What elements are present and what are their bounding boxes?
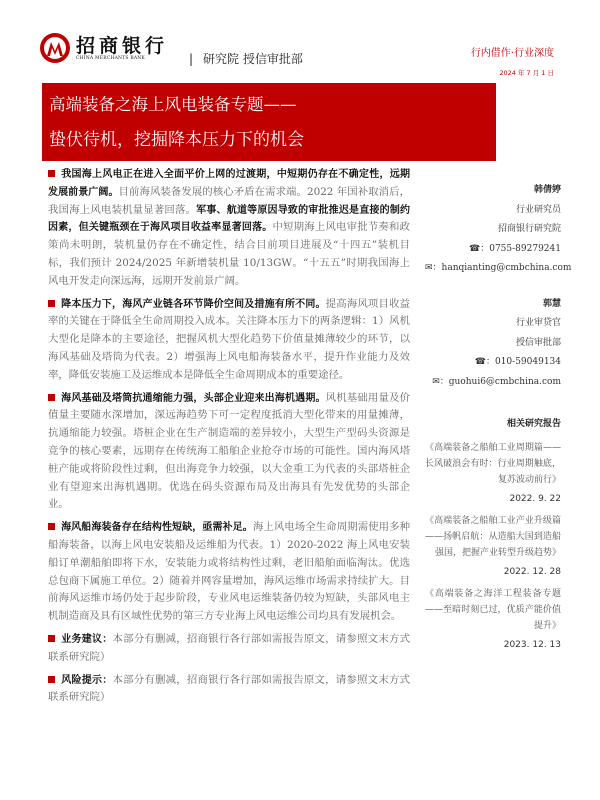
department — [189, 50, 303, 67]
related-reports — [425, 414, 561, 659]
paragraph-lead: 业务建议： — [61, 633, 113, 645]
bullet-icon — [48, 394, 55, 401]
paragraph-text: 提高海风项目收益率的关键在于降低全生命周期投入成本。关注降本压力下的两条逻辑：1）风机大型化是降本的主要途径，把握风机大型化趋势下价值量摊薄较少的环节，以海风基础及塔筒为代表。2）增强海上风电船海装备水平，提升作业能力及效率，降低安装施工及运维成本是降低全生命周期成本的重要途径。 — [48, 297, 411, 381]
title-banner — [42, 83, 496, 161]
analyst-name: 韩倩婷 — [533, 185, 561, 195]
title-line-1: 高端装备之海上风电装备专题—— — [49, 95, 297, 114]
paragraph-text: 本部分有删减，招商银行各行部如需报告原文，请参照文末方式联系研究院） — [48, 673, 410, 704]
phone-icon: ☎： — [474, 357, 495, 367]
business-suggestion — [48, 631, 410, 667]
risk-warning — [48, 672, 410, 708]
paragraph-text: 目前海风装备发展的核心矛盾在需求端。2022 年国补取消后，我国海上风电装机量显著回落。 — [48, 185, 410, 216]
cmb-logo — [40, 33, 168, 63]
related-report-date: 2022. 9. 22 — [509, 494, 561, 504]
summary-paragraph — [48, 166, 410, 291]
analyst-email[interactable]: guohui6@cmbchina.com — [448, 376, 561, 387]
paragraph-text: 风机基础用量及价值量主要随水深增加，深远海趋势下可一定程度抵消大型化带来的用量摊薄，抗通缩能力较强。塔桩企业在生产制造端的差异较小，大型生产型码头资源是竞争的核心要素，远期存在传统海工船舶企业抢夺市场的可能性。国内海风塔桩产能或将阶段性过剩，但出海竞争力较强，以大金重工为代表的头部塔桩企业有望迎来出海机遇期。优选在码头资源布局及出海具有先发优势的头部企业。 — [48, 391, 411, 511]
analyst-org: 授信审批部 — [515, 337, 561, 348]
bullet-icon — [48, 676, 55, 683]
cmb-logo-icon — [40, 33, 70, 63]
bullet-icon — [48, 635, 55, 642]
paragraph-lead: 我国海上风电正在进入全面平价上网的过渡期，中短期仍存在不确定性，远期发展前景广阔。 — [48, 169, 410, 198]
analyst-title: 行业研究员 — [515, 204, 561, 215]
related-report-date: 2023. 12. 13 — [503, 640, 561, 650]
paragraph-lead: 降本压力下，海风产业链各环节降价空间及措施有所不同。 — [61, 298, 326, 310]
related-report-date: 2022. 12. 28 — [503, 567, 561, 577]
department-name: 研究院 授信审批部 — [203, 52, 303, 66]
phone-icon: ☎： — [469, 243, 490, 254]
paragraph-lead: 风险提示： — [61, 674, 113, 686]
paragraph-text: 海上风电场全生命周期需使用多种船海装备，以海上风电安装船及运维船为代表。1）2020-2022 海上风电安装船订单潮船舶即将下水，安装能力或将结构性过剩，老旧船舶面临淘汰。优选总包商下属施工单位。2）随着并网容量增加，海风运维市场需求持续扩大。目前海风运维市场仍处于起步阶段，专业风电运维装备仍较为短缺，头部风电主机制造商及具有区域性优势的第三方专业海上风电运维公司均具有发展机会。 — [48, 521, 411, 623]
logo-en-text: CHINA MERCHANTS BANK — [76, 55, 145, 61]
report-type: 行内借作·行业深度 — [470, 48, 554, 59]
summary-section — [48, 166, 410, 712]
paragraph-lead: 海风基础及塔筒抗通缩能力强，头部企业迎来出海机遇期。 — [61, 392, 326, 404]
logo-cn-text: 招商银行 — [76, 34, 169, 57]
analyst-title: 行业审贷官 — [515, 318, 561, 328]
related-heading: 相关研究报告 — [506, 419, 561, 429]
analyst-phone: 010-59049134 — [494, 357, 561, 367]
title-line-2: 蛰伏待机，挖掘降本压力下的机会 — [49, 130, 304, 150]
paragraph-lead: 军事、航道等原因导致的审批推迟是直接的制约因素，但关键瓶颈在于海风项目收益率显著回落。 — [48, 204, 411, 234]
email-icon: ✉： — [425, 263, 442, 273]
report-date: 2024 年 7 月 1 日 — [499, 69, 554, 77]
related-report-title: 《高端装备之船舶工业周期篇——长风破浪会有时：行业周期触底，复苏波动前行》 — [425, 443, 561, 485]
analyst-phone: 0755-89279241 — [489, 243, 561, 254]
paragraph-text: 中短期海上风电审批节奏和政策尚未明朗，装机量仍存在不确定性，结合目前项目进展及“十四五”装机目标，我们预计 2024/2025 年新增装机量 10/13GW。“十五五”时期我国海上风电开发走向深远海，远期开发前景广阔。 — [48, 221, 411, 287]
analyst-info — [425, 181, 572, 392]
paragraph-text: 本部分有删减，招商银行各行部如需报告原文，请参照文末方式联系研究院） — [48, 632, 410, 663]
email-icon: ✉： — [432, 376, 449, 387]
analyst-name: 郭慧 — [542, 298, 561, 309]
bullet-icon — [48, 300, 55, 307]
related-report-title: 《高端装备之海洋工程装备专题——至暗时刻已过，优质产能价值提升》 — [425, 589, 561, 631]
bullet-icon — [48, 170, 55, 177]
summary-paragraph — [48, 519, 410, 626]
separator: | — [189, 52, 194, 66]
analyst-email[interactable]: hanqianting@cmbchina.com — [441, 263, 572, 273]
summary-paragraph — [48, 390, 410, 515]
paragraph-lead: 海风船海装备存在结构性短缺，亟需补足。 — [61, 522, 253, 534]
related-report-title: 《高端装备之船舶工业产业升级篇——扬帆启航：从造船大国到造船强国，把握产业转型升级趋势》 — [425, 516, 561, 558]
bullet-icon — [48, 523, 55, 530]
analyst-org: 招商银行研究院 — [497, 224, 561, 234]
summary-paragraph — [48, 296, 410, 385]
